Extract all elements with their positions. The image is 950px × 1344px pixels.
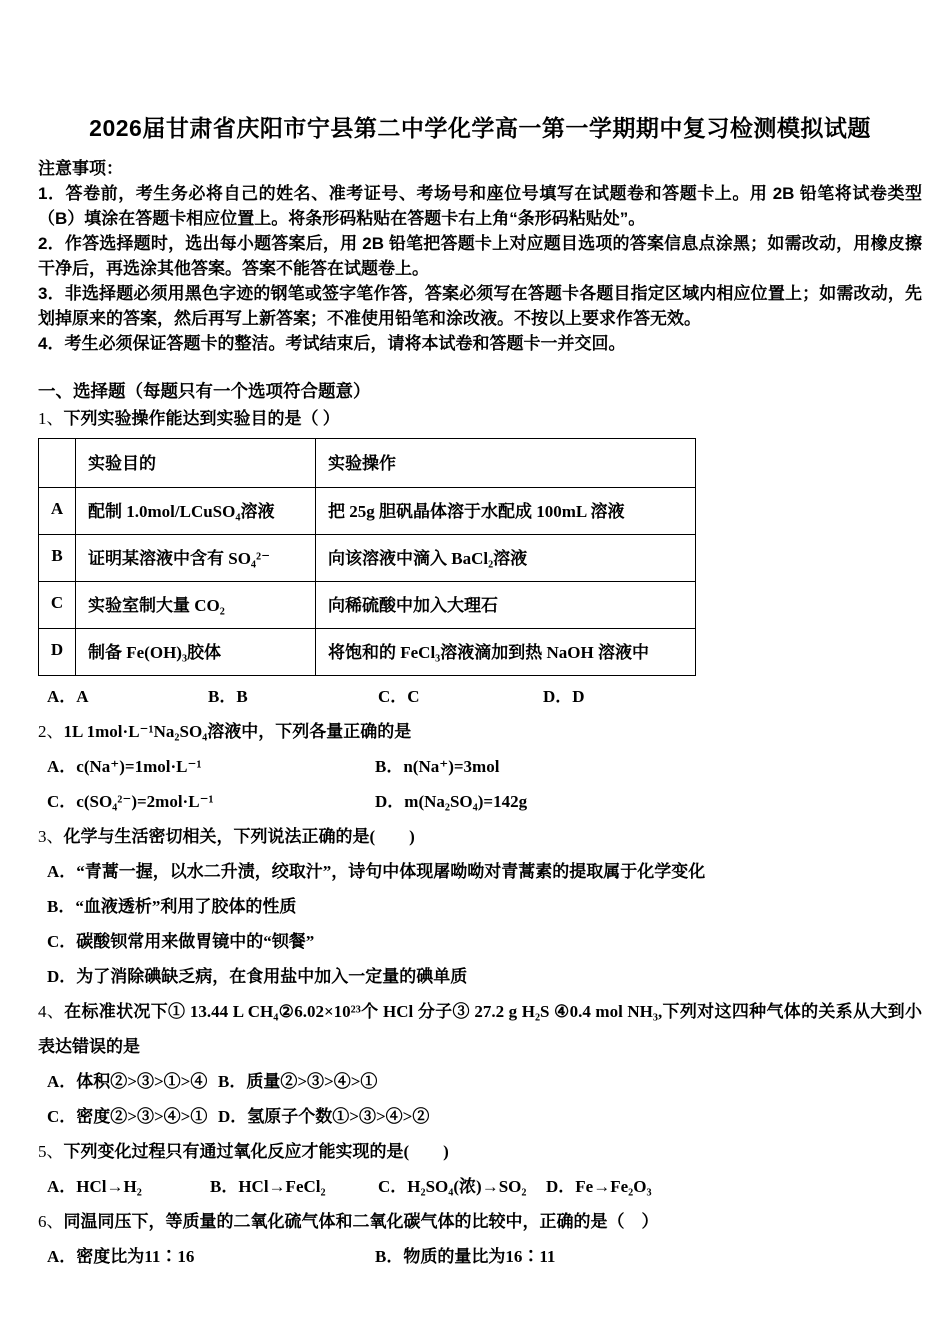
notice-section: [38, 156, 922, 356]
table-row: D 制备 Fe(OH)₃胶体 将饱和的 FeCl₃溶液滴加到热 NaOH 溶液中: [39, 629, 696, 676]
question-2: [38, 714, 922, 819]
section-heading: 一、选择题（每题只有一个选项符合题意）: [38, 381, 371, 401]
option-a: A．密度比为11∶16: [47, 1247, 195, 1266]
option-d: D．为了消除碘缺乏病，在食用盐中加入一定量的碘单质: [47, 967, 468, 986]
question-6-number: 6、: [38, 1212, 64, 1231]
option-a: A．c(Na⁺)=1mol·L⁻¹: [47, 757, 202, 776]
question-5-stem: 5、下列变化过程只有通过氧化反应才能实现的是( ): [38, 1142, 449, 1161]
question-1-table: [38, 438, 696, 676]
question-3-stem: 3、化学与生活密切相关，下列说法正确的是( ): [38, 827, 415, 846]
option-d: D．m(Na₂SO₄)=142g: [375, 792, 528, 811]
option-c: C．C: [378, 687, 420, 706]
question-2-stem: 2、1L 1mol·L⁻¹Na₂SO₄溶液中，下列各量正确的是: [38, 722, 412, 741]
question-4: [38, 994, 922, 1134]
question-3-number: 3、: [38, 827, 64, 846]
question-4-number: 4、: [38, 1002, 65, 1021]
question-6-options: [38, 1239, 922, 1274]
question-4-stem: 4、在标准状况下① 13.44 L CH₄②6.02×10²³个 HCl 分子③ 27.2 g H₂S ④0.4 mol NH₃,下列对这四种气体的关系从大到小表达错误的是: [38, 1002, 922, 1056]
table-header-operation: 实验操作: [316, 439, 696, 488]
table-row: C 实验室制大量 CO₂ 向稀硫酸中加入大理石: [39, 582, 696, 629]
notice-item-3: 3．非选择题必须用黑色字迹的钢笔或签字笔作答，答案必须写在答题卡各题目指定区域内相应位置上；如需改动，先划掉原来的答案，然后再写上新答案；不准使用铅笔和涂改液。不按以上要求作答无效。: [38, 284, 922, 328]
option-d: D．氢原子个数①>③>④>②: [218, 1107, 430, 1126]
notice-item-4: 4．考生必须保证答题卡的整洁。考试结束后，请将本试卷和答题卡一并交回。: [38, 334, 626, 353]
question-3: [38, 819, 922, 994]
question-5: [38, 1134, 922, 1204]
option-a: A．“青蒿一握，以水二升渍，绞取汁”，诗句中体现屠呦呦对青蒿素的提取属于化学变化: [47, 862, 706, 881]
option-b: B．物质的量比为16∶11: [375, 1247, 556, 1266]
question-1-stem: 1、下列实验操作能达到实验目的是（ ）: [38, 409, 340, 428]
question-3-options: [38, 854, 922, 994]
option-d: D．D: [543, 687, 585, 706]
question-4-options: [38, 1064, 922, 1134]
option-c: C．密度②>③>④>①: [47, 1107, 208, 1126]
option-b: B．HCl→FeCl₂: [210, 1177, 326, 1196]
question-1-number: 1、: [38, 409, 64, 428]
option-c: C．c(SO₄²⁻)=2mol·L⁻¹: [47, 792, 214, 811]
page-title: 2026届甘肃省庆阳市宁县第二中学化学高一第一学期期中复习检测模拟试题: [89, 115, 871, 141]
notice-heading: 注意事项：: [38, 159, 123, 178]
notice-item-2: 2．作答选择题时，选出每小题答案后，用 2B 铅笔把答题卡上对应题目选项的答案信息点涂黑；如需改动，用橡皮擦干净后，再选涂其他答案。答案不能答在试题卷上。: [38, 234, 922, 278]
table-row: A 配制 1.0mol/LCuSO₄溶液 把 25g 胆矾晶体溶于水配成 100mL 溶液: [39, 488, 696, 535]
option-a: A．HCl→H₂: [47, 1177, 142, 1196]
option-b: B．n(Na⁺)=3mol: [375, 757, 500, 776]
question-6: [38, 1204, 922, 1274]
question-1: [38, 405, 922, 714]
option-d: D．Fe→Fe₂O₃: [546, 1177, 652, 1196]
question-2-number: 2、: [38, 722, 64, 741]
table-row: B 证明某溶液中含有 SO₄²⁻ 向该溶液中滴入 BaCl₂溶液: [39, 535, 696, 582]
option-a: A．体积②>③>①>④: [47, 1072, 208, 1091]
option-b: B．B: [208, 687, 248, 706]
table-header-goal: 实验目的: [76, 439, 316, 488]
option-c: C．H₂SO₄(浓)→SO₂: [378, 1177, 527, 1196]
option-a: A．A: [47, 687, 89, 706]
question-1-options: [38, 679, 922, 714]
option-b: B．“血液透析”利用了胶体的性质: [47, 897, 297, 916]
option-b: B．质量②>③>④>①: [218, 1072, 378, 1091]
notice-item-1: 1．答卷前，考生务必将自己的姓名、准考证号、考场号和座位号填写在试题卷和答题卡上。用 2B 铅笔将试卷类型（B）填涂在答题卡相应位置上。将条形码粘贴在答题卡右上角“条形码粘贴处”。: [38, 184, 922, 228]
table-header-row: [39, 439, 696, 488]
question-5-number: 5、: [38, 1142, 64, 1161]
question-5-options: [38, 1169, 922, 1204]
question-6-stem: 6、同温同压下，等质量的二氧化硫气体和二氧化碳气体的比较中，正确的是（ ）: [38, 1212, 659, 1231]
question-2-options: [38, 749, 922, 819]
option-c: C．碳酸钡常用来做胃镜中的“钡餐”: [47, 932, 315, 951]
